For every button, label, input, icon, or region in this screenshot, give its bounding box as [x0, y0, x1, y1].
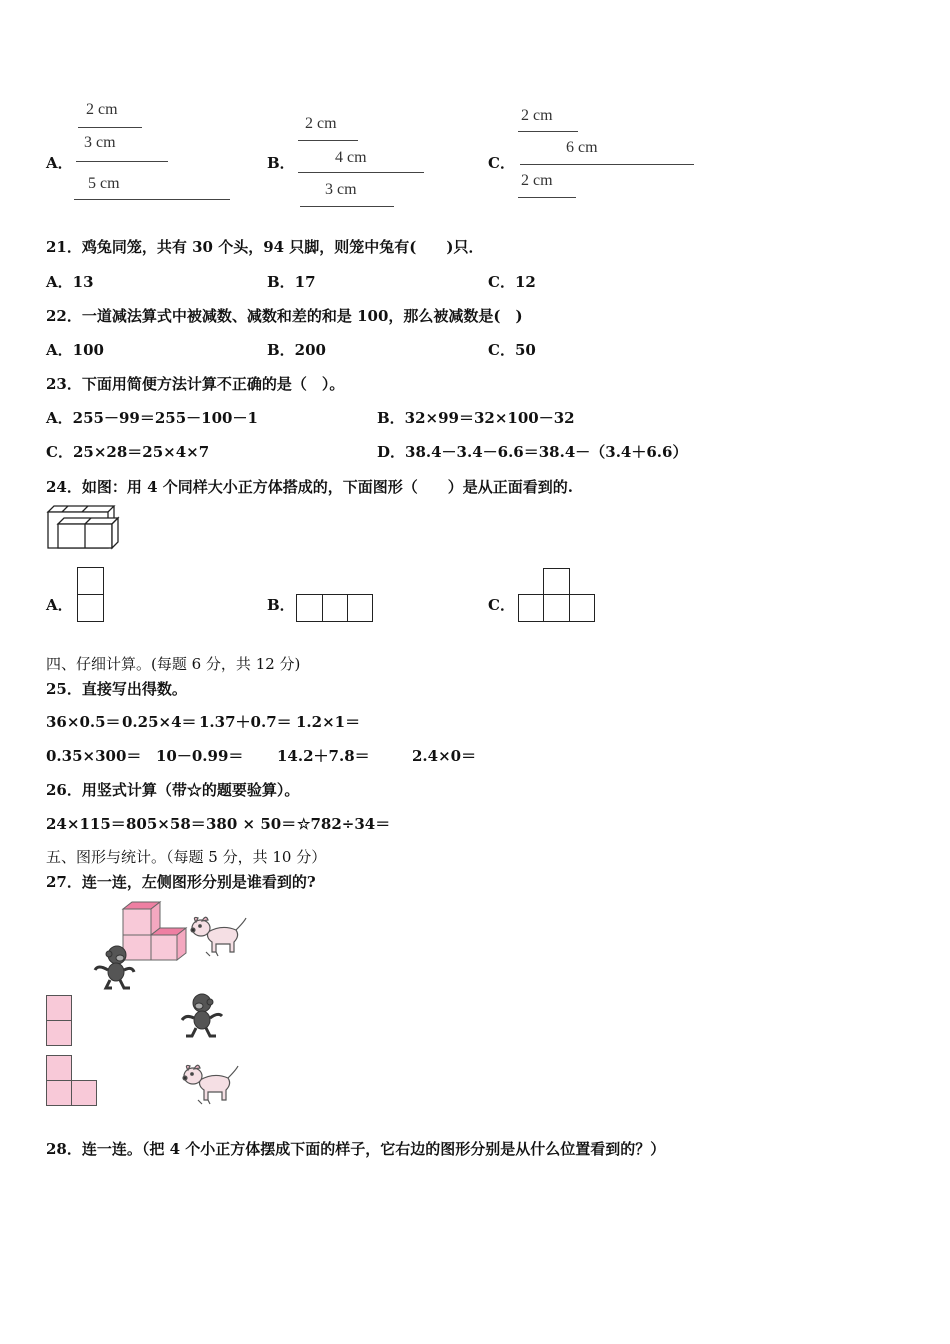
q20-a-seg2-label: 3 cm — [84, 134, 116, 151]
q22-text: 22．一道减法算式中被减数、减数和差的和是 100，那么被减数是( ) — [46, 307, 523, 325]
q27-text: 27．连一连，左侧图形分别是谁看到的? — [46, 873, 316, 891]
pink-cell — [46, 1055, 72, 1081]
q26-item: ☆782÷34＝ — [297, 815, 391, 833]
q24-text: 24．如图：用 4 个同样大小正方体搭成的，下面图形（ ）是从正面看到的. — [46, 478, 573, 496]
q20-c-seg3-label: 2 cm — [521, 172, 553, 189]
grid-cell — [77, 594, 104, 622]
q23-option-c[interactable]: C．25×28＝25×4×7 — [46, 443, 210, 461]
q20-c-seg2-label: 6 cm — [566, 139, 598, 156]
q26-item: 24×115＝ — [46, 815, 126, 833]
q20-option-c-letter: C． — [488, 154, 515, 172]
q26-item: 380 × 50＝ — [206, 815, 297, 833]
q28-text: 28．连一连。（把 4 个小正方体摆成下面的样子，它右边的图形分别是从什么位置看到的？） — [46, 1140, 666, 1158]
section-5-title: 五、图形与统计。（每题 5 分，共 10 分） — [46, 848, 327, 866]
q20-c-seg3-line — [518, 197, 576, 198]
q21-text: 21．鸡兔同笼，共有 30 个头，94 只脚，则笼中兔有( )只． — [46, 238, 484, 256]
q22-option-c[interactable]: C．50 — [488, 341, 536, 359]
grid-cell — [322, 594, 348, 622]
q25-item: 14.2＋7.8＝ — [277, 747, 370, 765]
q20-a-seg1-line — [78, 127, 142, 128]
q20-b-seg2-line — [298, 172, 424, 173]
grid-cell — [77, 567, 104, 595]
q20-a-seg3-line — [74, 199, 230, 200]
q21-option-a[interactable]: A．13 — [46, 273, 94, 291]
q24-option-a-letter[interactable]: A． — [46, 596, 73, 614]
dog-icon — [188, 914, 250, 958]
q24-cubes-figure — [46, 506, 121, 551]
q20-b-seg1-line — [298, 140, 358, 141]
q25-item: 10－0.99＝ — [156, 747, 244, 765]
q20-c-seg2-line — [520, 164, 694, 165]
q23-option-d[interactable]: D．38.4－3.4－6.6＝38.4－（3.4＋6.6） — [377, 443, 688, 461]
monkey-icon[interactable] — [180, 992, 224, 1038]
q20-a-seg3-label: 5 cm — [88, 175, 120, 192]
q25-item: 36×0.5＝ — [46, 713, 121, 731]
q20-b-seg1-label: 2 cm — [305, 115, 337, 132]
q20-b-seg3-line — [300, 206, 394, 207]
pink-cell — [71, 1080, 97, 1106]
pink-cell — [46, 995, 72, 1021]
q21-option-c[interactable]: C．12 — [488, 273, 536, 291]
grid-cell — [296, 594, 323, 622]
grid-cell — [543, 594, 570, 622]
q25-item: 0.35×300＝ — [46, 747, 142, 765]
q24-option-b-letter[interactable]: B． — [267, 596, 295, 614]
q25-item: 1.2×1＝ — [296, 713, 361, 731]
q23-option-a[interactable]: A．255－99＝255－100－1 — [46, 409, 258, 427]
grid-cell — [518, 594, 544, 622]
q25-item: 1.37＋0.7＝ — [199, 713, 292, 731]
monkey-icon — [92, 944, 136, 990]
q25-text: 25．直接写出得数。 — [46, 680, 187, 698]
q22-option-b[interactable]: B．200 — [267, 341, 326, 359]
q20-b-seg3-label: 3 cm — [325, 181, 357, 198]
q20-c-seg1-label: 2 cm — [521, 107, 553, 124]
q20-a-seg1-label: 2 cm — [86, 101, 118, 118]
section-4-title: 四、仔细计算。(每题 6 分，共 12 分) — [46, 655, 301, 673]
q21-option-b[interactable]: B．17 — [267, 273, 316, 291]
grid-cell — [543, 568, 570, 595]
dog-icon[interactable] — [180, 1062, 242, 1106]
grid-cell — [569, 594, 595, 622]
q26-text: 26．用竖式计算（带☆的题要验算）。 — [46, 781, 300, 799]
q20-b-seg2-label: 4 cm — [335, 149, 367, 166]
q24-option-c-letter[interactable]: C． — [488, 596, 515, 614]
q25-item: 2.4×0＝ — [412, 747, 477, 765]
q22-option-a[interactable]: A．100 — [46, 341, 104, 359]
q20-c-seg1-line — [518, 131, 578, 132]
pink-cell — [46, 1080, 72, 1106]
grid-cell — [347, 594, 373, 622]
q20-option-b-letter: B． — [267, 154, 295, 172]
q26-item: 805×58＝ — [126, 815, 206, 833]
q20-option-a-letter: A． — [46, 154, 73, 172]
q23-option-b[interactable]: B．32×99＝32×100－32 — [377, 409, 575, 427]
q25-item: 0.25×4＝ — [122, 713, 197, 731]
q23-text: 23．下面用简便方法计算不正确的是（ ）。 — [46, 375, 345, 393]
q20-a-seg2-line — [76, 161, 168, 162]
pink-cell — [46, 1020, 72, 1046]
